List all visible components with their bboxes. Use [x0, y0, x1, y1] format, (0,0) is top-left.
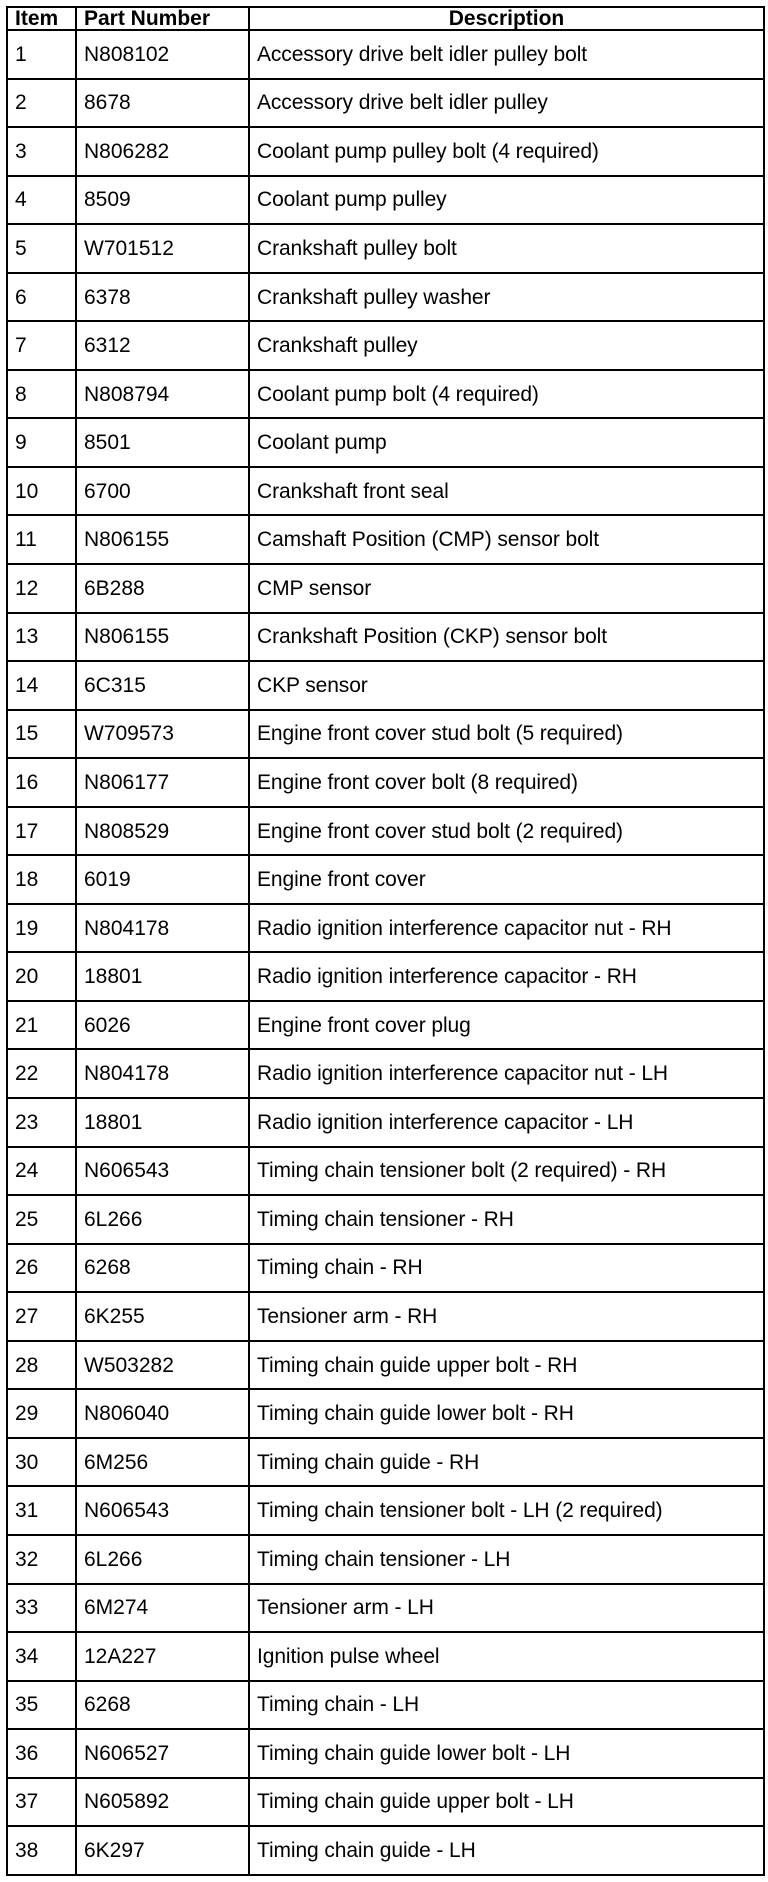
item-cell: 13: [7, 613, 76, 662]
part-number-cell: W503282: [76, 1341, 249, 1390]
table-row: [7, 1486, 764, 1535]
description-cell: Coolant pump pulley: [249, 176, 764, 225]
part-number-cell: 6B288: [76, 564, 249, 613]
table-row: [7, 758, 764, 807]
part-number-cell: 6026: [76, 1001, 249, 1050]
item-cell: 4: [7, 176, 76, 225]
part-number-cell: N806155: [76, 515, 249, 564]
table-row: [7, 1681, 764, 1730]
item-cell: 33: [7, 1584, 76, 1633]
description-cell: Crankshaft pulley: [249, 321, 764, 370]
part-number-cell: 6268: [76, 1244, 249, 1293]
part-number-cell: N806177: [76, 758, 249, 807]
description-cell: Timing chain tensioner bolt (2 required) - RH: [249, 1147, 764, 1196]
part-number-cell: N804178: [76, 904, 249, 953]
part-number-cell: N804178: [76, 1049, 249, 1098]
part-number-cell: 18801: [76, 952, 249, 1001]
description-cell: Engine front cover stud bolt (2 required): [249, 807, 764, 856]
item-cell: 9: [7, 418, 76, 467]
part-number-cell: 6268: [76, 1681, 249, 1730]
item-cell: 10: [7, 467, 76, 516]
description-cell: Crankshaft pulley bolt: [249, 224, 764, 273]
item-cell: 24: [7, 1147, 76, 1196]
description-cell: Tensioner arm - RH: [249, 1292, 764, 1341]
table-row: [7, 613, 764, 662]
table-row: [7, 807, 764, 856]
table-row: [7, 127, 764, 176]
table-row: [7, 1826, 764, 1875]
description-cell: Timing chain guide upper bolt - RH: [249, 1341, 764, 1390]
item-cell: 37: [7, 1778, 76, 1827]
description-cell: Coolant pump: [249, 418, 764, 467]
part-number-cell: N606543: [76, 1147, 249, 1196]
table-row: [7, 30, 764, 79]
item-cell: 1: [7, 30, 76, 79]
description-cell: Timing chain - RH: [249, 1244, 764, 1293]
table-row: [7, 710, 764, 759]
item-cell: 16: [7, 758, 76, 807]
table-row: [7, 1535, 764, 1584]
item-cell: 14: [7, 661, 76, 710]
description-cell: Engine front cover stud bolt (5 required): [249, 710, 764, 759]
description-cell: Tensioner arm - LH: [249, 1584, 764, 1633]
table-row: [7, 224, 764, 273]
part-number-cell: N605892: [76, 1778, 249, 1827]
table-row: [7, 661, 764, 710]
table-row: [7, 370, 764, 419]
description-cell: Crankshaft pulley washer: [249, 273, 764, 322]
table-row: [7, 1098, 764, 1147]
description-cell: Timing chain guide lower bolt - RH: [249, 1389, 764, 1438]
part-number-cell: 6M274: [76, 1584, 249, 1633]
table-row: [7, 1778, 764, 1827]
item-cell: 31: [7, 1486, 76, 1535]
item-cell: 18: [7, 855, 76, 904]
description-cell: Radio ignition interference capacitor - LH: [249, 1098, 764, 1147]
description-cell: Coolant pump bolt (4 required): [249, 370, 764, 419]
part-number-cell: N806282: [76, 127, 249, 176]
part-number-cell: 8678: [76, 79, 249, 128]
table-row: [7, 1049, 764, 1098]
description-cell: CMP sensor: [249, 564, 764, 613]
item-cell: 29: [7, 1389, 76, 1438]
item-cell: 19: [7, 904, 76, 953]
description-cell: Radio ignition interference capacitor nut - LH: [249, 1049, 764, 1098]
description-cell: Radio ignition interference capacitor nut - RH: [249, 904, 764, 953]
table-row: [7, 321, 764, 370]
description-cell: Timing chain tensioner - LH: [249, 1535, 764, 1584]
table-row: [7, 1341, 764, 1390]
item-cell: 2: [7, 79, 76, 128]
table-row: [7, 1244, 764, 1293]
description-cell: Ignition pulse wheel: [249, 1632, 764, 1681]
table-row: [7, 515, 764, 564]
part-number-cell: 6L266: [76, 1195, 249, 1244]
table-row: [7, 79, 764, 128]
part-number-cell: 12A227: [76, 1632, 249, 1681]
item-cell: 28: [7, 1341, 76, 1390]
part-number-cell: 6700: [76, 467, 249, 516]
description-cell: Radio ignition interference capacitor - RH: [249, 952, 764, 1001]
part-number-cell: 6C315: [76, 661, 249, 710]
table-row: [7, 952, 764, 1001]
item-cell: 5: [7, 224, 76, 273]
part-number-cell: 6K297: [76, 1826, 249, 1875]
table-row: [7, 418, 764, 467]
part-number-cell: W709573: [76, 710, 249, 759]
description-cell: Timing chain tensioner - RH: [249, 1195, 764, 1244]
part-number-cell: 6312: [76, 321, 249, 370]
item-cell: 15: [7, 710, 76, 759]
item-cell: 17: [7, 807, 76, 856]
table-row: [7, 1632, 764, 1681]
table-row: [7, 855, 764, 904]
item-cell: 7: [7, 321, 76, 370]
item-cell: 21: [7, 1001, 76, 1050]
item-cell: 22: [7, 1049, 76, 1098]
description-cell: Timing chain guide lower bolt - LH: [249, 1729, 764, 1778]
table-row: [7, 1292, 764, 1341]
description-cell: Crankshaft front seal: [249, 467, 764, 516]
part-number-cell: N806040: [76, 1389, 249, 1438]
description-cell: Crankshaft Position (CKP) sensor bolt: [249, 613, 764, 662]
table-row: [7, 1438, 764, 1487]
table-row: [7, 1147, 764, 1196]
description-cell: Engine front cover bolt (8 required): [249, 758, 764, 807]
part-number-cell: 6L266: [76, 1535, 249, 1584]
table-row: [7, 564, 764, 613]
description-cell: Timing chain guide upper bolt - LH: [249, 1778, 764, 1827]
description-cell: Accessory drive belt idler pulley: [249, 79, 764, 128]
parts-table: [6, 6, 765, 1876]
item-cell: 6: [7, 273, 76, 322]
part-number-cell: 8501: [76, 418, 249, 467]
part-number-cell: N808102: [76, 30, 249, 79]
table-body: [7, 30, 764, 1875]
header-description: Description: [249, 7, 764, 30]
table-row: [7, 273, 764, 322]
table-row: [7, 1729, 764, 1778]
description-cell: Timing chain tensioner bolt - LH (2 required): [249, 1486, 764, 1535]
table-row: [7, 1389, 764, 1438]
part-number-cell: 8509: [76, 176, 249, 225]
table-row: [7, 1195, 764, 1244]
description-cell: Accessory drive belt idler pulley bolt: [249, 30, 764, 79]
item-cell: 30: [7, 1438, 76, 1487]
item-cell: 36: [7, 1729, 76, 1778]
part-number-cell: N808529: [76, 807, 249, 856]
description-cell: CKP sensor: [249, 661, 764, 710]
item-cell: 27: [7, 1292, 76, 1341]
description-cell: Timing chain - LH: [249, 1681, 764, 1730]
table-row: [7, 1001, 764, 1050]
part-number-cell: N808794: [76, 370, 249, 419]
part-number-cell: N806155: [76, 613, 249, 662]
item-cell: 34: [7, 1632, 76, 1681]
item-cell: 8: [7, 370, 76, 419]
header-row: [7, 7, 764, 30]
table-row: [7, 904, 764, 953]
header-item: Item: [7, 7, 76, 30]
item-cell: 32: [7, 1535, 76, 1584]
part-number-cell: W701512: [76, 224, 249, 273]
item-cell: 3: [7, 127, 76, 176]
item-cell: 23: [7, 1098, 76, 1147]
item-cell: 38: [7, 1826, 76, 1875]
description-cell: Timing chain guide - LH: [249, 1826, 764, 1875]
item-cell: 25: [7, 1195, 76, 1244]
item-cell: 26: [7, 1244, 76, 1293]
item-cell: 20: [7, 952, 76, 1001]
item-cell: 11: [7, 515, 76, 564]
part-number-cell: 6M256: [76, 1438, 249, 1487]
part-number-cell: N606527: [76, 1729, 249, 1778]
description-cell: Engine front cover plug: [249, 1001, 764, 1050]
part-number-cell: 6378: [76, 273, 249, 322]
table-row: [7, 176, 764, 225]
table-row: [7, 1584, 764, 1633]
item-cell: 12: [7, 564, 76, 613]
description-cell: Camshaft Position (CMP) sensor bolt: [249, 515, 764, 564]
header-part-number: Part Number: [76, 7, 249, 30]
part-number-cell: N606543: [76, 1486, 249, 1535]
part-number-cell: 18801: [76, 1098, 249, 1147]
description-cell: Timing chain guide - RH: [249, 1438, 764, 1487]
part-number-cell: 6K255: [76, 1292, 249, 1341]
part-number-cell: 6019: [76, 855, 249, 904]
table-row: [7, 467, 764, 516]
description-cell: Engine front cover: [249, 855, 764, 904]
item-cell: 35: [7, 1681, 76, 1730]
description-cell: Coolant pump pulley bolt (4 required): [249, 127, 764, 176]
